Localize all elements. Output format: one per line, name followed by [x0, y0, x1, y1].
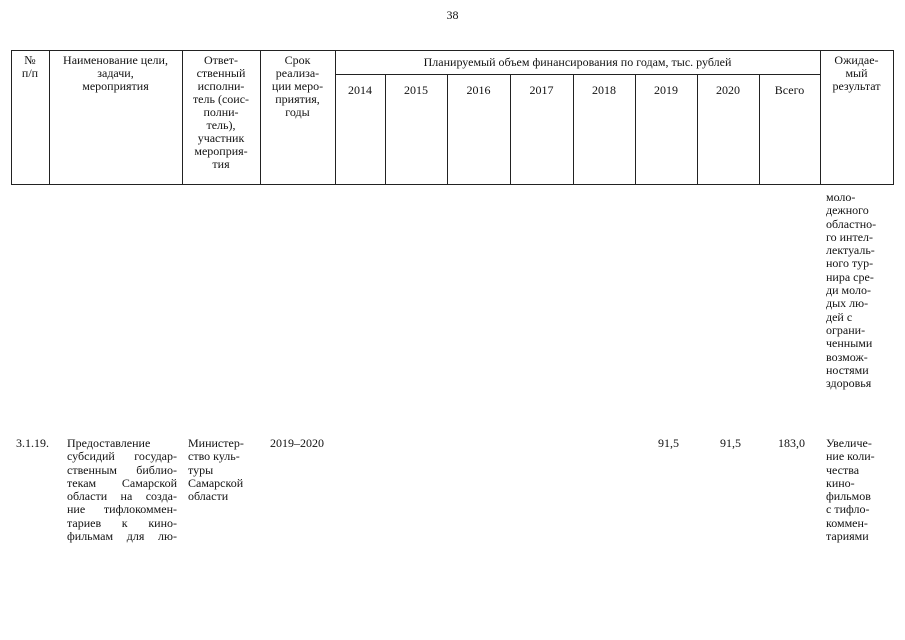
- text-line: ограни-: [826, 322, 866, 337]
- row-value-2020: 91,5: [720, 436, 741, 450]
- row-name: [67, 437, 177, 543]
- text-line: текам Самарской: [67, 475, 177, 490]
- text-line: фильмов: [826, 489, 871, 504]
- header-name: Наименование цели, задачи, мероприятия: [63, 53, 168, 93]
- text-line: ного тур-: [826, 256, 874, 271]
- text-line: коммен-: [826, 515, 868, 530]
- header-year-2020: 2020: [716, 83, 740, 97]
- header-year-2019: 2019: [654, 83, 678, 97]
- row-result: [826, 437, 892, 543]
- header-term: Срок реализа- ции меро- приятия, годы: [271, 53, 324, 119]
- text-line: ди моло-: [826, 283, 871, 298]
- header-top-border: [11, 50, 894, 51]
- text-line: дей с: [826, 309, 853, 324]
- row-value-2019: 91,5: [658, 436, 679, 450]
- row-term: 2019–2020: [270, 436, 324, 450]
- text-line: тариями: [826, 529, 869, 544]
- header-executor: Ответ- ственный исполни- тель (соис- полни- тель), участник мероприя- тия: [192, 53, 250, 171]
- header-result: Ожидае- мый результат: [832, 53, 881, 93]
- header-year-2016: 2016: [466, 83, 491, 97]
- text-line: фильмам для лю-: [67, 529, 177, 544]
- col-divider: [893, 50, 894, 185]
- text-line: лектуаль-: [826, 243, 875, 258]
- text-line: возмож-: [826, 349, 868, 364]
- text-line: ние тифлокоммен-: [67, 502, 177, 517]
- text-line: здоровья: [826, 376, 872, 391]
- page-number: 38: [446, 8, 459, 22]
- header-num: № п/п: [21, 53, 39, 80]
- header-year-2014: 2014: [348, 83, 372, 97]
- text-line: дых лю-: [826, 296, 869, 311]
- text-line: моло-: [826, 190, 856, 204]
- text-line: ние коли-: [826, 449, 875, 464]
- text-line: ство куль-: [188, 449, 240, 464]
- header-total: Всего: [774, 83, 805, 97]
- text-line: тариев к кино-: [67, 515, 177, 530]
- header-bottom-border: [11, 184, 894, 185]
- text-line: туры: [188, 462, 214, 477]
- text-line: дежного: [826, 203, 869, 218]
- header-plan: Планируемый объем финансирования по годам, тыс. рублей: [423, 55, 732, 69]
- text-line: го интел-: [826, 229, 874, 244]
- row-total: 183,0: [778, 436, 805, 450]
- header-mid-border: [335, 74, 820, 75]
- text-line: области: [188, 489, 229, 504]
- text-line: Предоставление: [67, 436, 151, 450]
- row-executor: [188, 437, 256, 503]
- header-year-2015: 2015: [404, 83, 428, 97]
- text-line: ностями: [826, 362, 869, 377]
- text-line: Министер-: [188, 436, 244, 450]
- row-number: 3.1.19.: [16, 436, 49, 450]
- text-line: Самарской: [188, 475, 244, 490]
- text-line: ченными: [826, 336, 873, 351]
- text-line: нира сре-: [826, 269, 874, 284]
- text-line: чества: [826, 462, 860, 477]
- header-year-2018: 2018: [592, 83, 616, 97]
- text-line: субсидий государ-: [67, 449, 177, 464]
- header-year-2017: 2017: [529, 83, 554, 97]
- text-line: областно-: [826, 216, 877, 231]
- continued-result-text: [826, 191, 892, 390]
- text-line: кино-: [826, 475, 855, 490]
- col-divider: [335, 50, 336, 185]
- text-line: с тифло-: [826, 502, 870, 517]
- text-line: ственным библио-: [67, 462, 177, 477]
- text-line: области на созда-: [67, 489, 177, 504]
- text-line: Увеличе-: [826, 436, 872, 450]
